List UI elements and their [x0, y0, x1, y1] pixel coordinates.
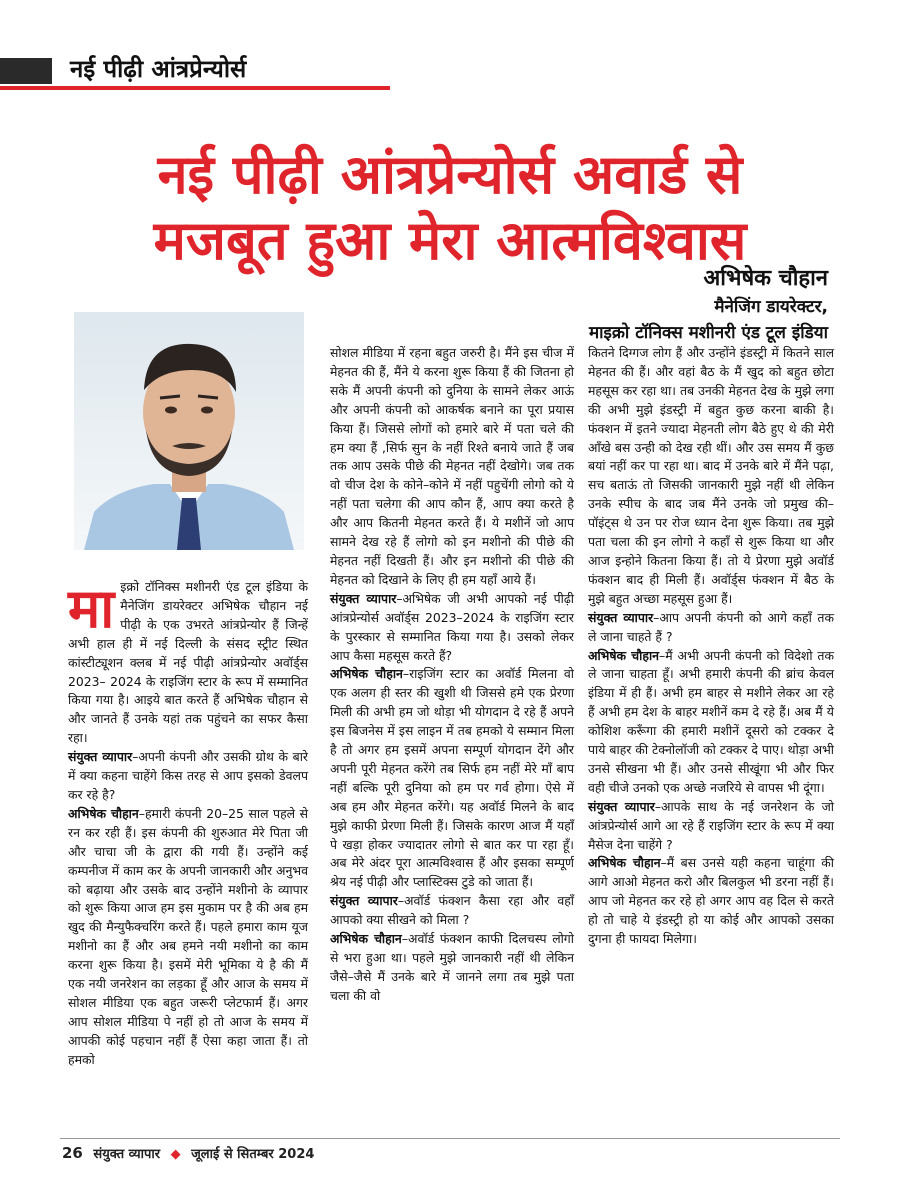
speaker-label: अभिषेक चौहान — [68, 805, 139, 821]
page-number: 26 — [62, 1144, 83, 1162]
article-column-2 — [330, 344, 574, 1006]
byline-name: अभिषेक चौहान — [703, 266, 828, 291]
speaker-label: अभिषेक चौहान — [588, 647, 660, 663]
publication-name: संयुक्त व्यापार — [93, 1147, 161, 1162]
question-paragraph — [588, 798, 834, 855]
article-column-3 — [588, 344, 834, 949]
answer-paragraph — [330, 665, 574, 892]
section-bar — [0, 58, 52, 84]
paragraph-text: –मैं अभी अपनी कंपनी को विदेशो तक ले जाना चाहता हूँ। अभी हमारी कंपनी की ब्रांच केवल इंडिया में ही हैं। अभी हम बाहर से मशीने लेकर आ रहे हैं अभी हम देश के बाहर मशीनें कम दे रहे हैं। अब मैं ये कोशिश करूँगा की हमारी मशीनें दूसरो को टक्कर दे पाये बाहर की टेक्नोलॉजी को टक्कर दे पाए। थोड़ा अभी उनसे सीखना भी हैं। और उनसे सीखूंगा भी और फिर वही चीजे उनको एक अच्छे नजरिये से वापस भी दूंगा। — [588, 647, 834, 795]
diamond-icon: ◆ — [170, 1147, 181, 1162]
headline-line-2: मजबूत हुआ मेरा आत्मविश्वास — [153, 209, 747, 272]
question-paragraph — [330, 892, 574, 930]
paragraph-text: –अवॉर्ड फंक्शन कैसा रहा और वहाँ आपको क्या सीखने को मिला ? — [330, 893, 575, 928]
question-paragraph — [68, 748, 308, 805]
issue-date: जूलाई से सितम्बर 2024 — [191, 1147, 315, 1162]
section-title: नई पीढ़ी आंत्रप्रेन्योर्स — [70, 55, 247, 83]
headline — [0, 142, 900, 274]
speaker-label: अभिषेक चौहान — [330, 931, 402, 947]
answer-paragraph — [588, 854, 834, 949]
paragraph-text: –अवॉर्ड फंक्शन काफी दिलचस्प लोगो से भरा हुआ था। पहले मुझे जानकारी नहीं थी लेकिन जैसे–जैसे मैं उनके बारे में जानने लगा तब मुझे पता चला की वो — [330, 931, 574, 1003]
intro-paragraph — [68, 578, 308, 748]
question-paragraph — [588, 609, 834, 647]
byline-company: माइक्रो टॉनिक्स मशीनरी एंड टूल इंडिया — [588, 323, 828, 343]
paragraph-text: –राइजिंग स्टार का अवॉर्ड मिलना वो एक अलग ही स्तर की खुशी थी जिससे हमे एक प्रेरणा मिली की अभी हम जो थोड़ा भी योगदान दे रहे हैं अपने इस बिजनेस में इस लाइन में तब हमको ये सम्मान मिला है तो अगर हम इसमें अपना सम्पूर्ण योगदान देंगे और अपनी पूरी मेहनत करेंगे तब सिर्फ हम नहीं मेरे माँ बाप नहीं बल्कि पूरी दुनिया को हम पर गर्व होगा। ऐसे में अब हम और मेहनत करेंगे। यह अवॉर्ड मिलने के बाद मुझे काफी प्रेरणा मिली हैं। जिसके कारण आज मैं यहाँ पे खड़ा होकर ज्यादातर लोगो से बात कर पा रहा हूँ। अब मेरे अंदर पूरा आत्मविश्वास हैं और इसका सम्पूर्ण श्रेय नई पीढ़ी और प्लास्टिक्स टुडे को जाता हैं। — [330, 666, 574, 890]
speaker-label: संयुक्त व्यापार — [588, 798, 655, 814]
paragraph-text: –अपनी कंपनी और उसकी ग्रोथ के बारे में क्या कहना चाहेंगे किस तरह से आप इसको डेवलप कर रहे है? — [68, 749, 308, 802]
question-paragraph — [330, 590, 574, 666]
speaker-label: संयुक्त व्यापार — [330, 893, 398, 909]
answer-paragraph — [330, 930, 574, 1006]
speaker-label: अभिषेक चौहान — [588, 855, 661, 871]
page-footer — [62, 1144, 314, 1162]
answer-paragraph — [588, 647, 834, 798]
paragraph-text: कितने दिग्गज लोग हैं और उन्होंने इंडस्ट्री में कितने साल मेहनत की हैं। और वहां बैठ के मैं खुद को बहुत छोटा महसूस कर रहा था। तब उनकी मेहनत देख के मुझे लगा की अभी मुझे इंडस्ट्री में बहुत कुछ करना बाकी है। फंक्शन में इतने ज्यादा मेहनती लोग बैठे हुए थे की मेरी आँखे बस उन्ही को देख रही थीं। और उस समय मैं कुछ बयां नहीं कर पा रहा था। बाद में उनके बारे में मैंने पढ़ा, सच बताऊं तो जिसकी जानकारी मुझे नहीं थी लेकिन उनके स्पीच के बाद जब मैंने उनके जो प्रमुख की–पॉइंट्स थे उन पर रोज ध्यान देना शुरू किया। तब मुझे पता चला की इन लोगो ने कहाँ से शुरू किया था और आज इन्होने कितना किया हैं। तो ये प्रेरणा मुझे अवॉर्ड फंक्शन बाद ही मिली हैं। अवॉर्ड्स फंक्शन में बैठ के मुझे बहुत अच्छा महसूस हुआ हैं। — [588, 345, 834, 606]
paragraph-text: सोशल मीडिया में रहना बहुत जरुरी है। मैंने इस चीज में मेहनत की हैं, मैंने ये करना शुरू किया हैं की जितना हो सके मैं अपनी कंपनी को दुनिया के सामने लेकर आऊं और अपनी कंपनी को आकर्षक बनाने का पूरा प्रयास किया हैं। जिससे लोगों को हमारे बारे में पता चले की हम क्या हैं ,सिर्फ सुन के नहीं रिश्ते बनाये जाते हैं जब तक आप उसके पीछे की मेहनत नहीं देखोगे। जब तक वो चीज देश के कोने–कोने में नहीं पहुचेंगी लोगो को ये नहीं पता चलेगा की आप कौन हैं, आप क्या करते है और आप कितनी मेहनत करते हैं। ये मशीनें जो आप सामने देख रहे हैं लोगो को इन मशीनो की पीछे की मेहनत नहीं दिखती हैं। और इन मशीनो की पीछे की मेहनत को दिखाने के लिए ही हम यहाँ आये हैं। — [330, 345, 574, 587]
paragraph-text: इक्रो टॉनिक्स मशीनरी एंड टूल इंडिया के मैनेजिंग डायरेक्टर अभिषेक चौहान नई पीढ़ी के एक उभरते आंत्रप्रेन्योर हैं जिन्हें अभी हाल ही में नई दिल्ली के संसद स्ट्रीट स्थित कांस्टीट्यूशन क्लब में नई पीढ़ी आंत्रप्रेन्योर अवॉर्ड्स 2023– 2024 के राइजिंग स्टार के रूप में सम्मानित किया गया है। आइये बात करते हैं अभिषेक चौहान से और जानते हैं उनके यहां तक पहुंचने का सफर कैसा रहा। — [68, 579, 308, 746]
section-rule — [0, 86, 390, 90]
answer-paragraph — [330, 344, 574, 590]
answer-paragraph — [68, 805, 308, 1070]
portrait-photo — [74, 312, 304, 550]
paragraph-text: –मैं बस उनसे यही कहना चाहूंगा की आगे आओ मेहनत करो और बिलकुल भी डरना नहीं हैं। आप जो मेहनत कर रहे हो अगर आप वह दिल से करते हो तो चाहे ये इंडस्ट्री हो या कोई और आपको उसका दुगना ही फायदा मिलेगा। — [588, 855, 834, 947]
speaker-label: संयुक्त व्यापार — [68, 749, 133, 765]
speaker-label: अभिषेक चौहान — [330, 666, 403, 682]
paragraph-text: –हमारी कंपनी 20–25 साल पहले से रन कर रही हैं। इस कंपनी की शुरुआत मेरे पिता जी और चाचा जी के द्वारा की गयी हैं। उन्होंने कई कम्पनीज में काम कर के अपनी जानकारी और अनुभव को बढ़ाया और उसके बाद उन्होंने मशीनो के व्यापार को शुरू किया आज हम इस मुकाम पर है की अब हम खुद की मैन्युफैक्चरिंग करते हैं। पहले हमारा काम यूज मशीनो का हैं और अब हमने नयी मशीनो का काम करना शुरू किया है। इसमें मेरी भूमिका ये है की मैं एक नयी जनरेशन का लड़का हूँ और आज के समय में सोशल मीडिया एक बहुत जरूरी प्लेटफार्म हैं। अगर आप सोशल मीडिया पे नहीं हो तो आज के समय में आपकी कोई पहचान नहीं हैं ऐसा कहा जाता हैं। तो हमको — [68, 805, 308, 1067]
paragraph-text: –आप अपनी कंपनी को आगे कहाँ तक ले जाना चाहते हैं ? — [588, 609, 834, 644]
paragraph-text: –अभिषेक जी अभी आपको नई पीढ़ी आंत्रप्रेन्योर्स अवॉर्ड्स 2023–2024 के राइजिंग स्टार के पुरस्कार से सम्मानित किया गया है। उसको लेकर आप कैसा महसूस करते हैं? — [330, 590, 575, 663]
speaker-label: संयुक्त व्यापार — [588, 609, 654, 625]
article-column-1 — [68, 578, 308, 1070]
byline-designation: मैनेजिंग डायरेक्टर, — [714, 297, 828, 317]
paragraph-text: –आपके साथ के नई जनरेशन के जो आंत्रप्रेन्योर्स आगे आ रहे हैं राइजिंग स्टार के रूप में क्या मैसेज देना चाहेंगे ? — [588, 798, 834, 852]
answer-paragraph — [588, 344, 834, 609]
speaker-label: संयुक्त व्यापार — [330, 590, 397, 606]
footer-rule — [60, 1138, 840, 1139]
dropcap: मा — [68, 577, 115, 640]
byline — [589, 264, 828, 346]
headline-line-1: नई पीढ़ी आंत्रप्रेन्योर्स अवार्ड से — [157, 143, 743, 206]
